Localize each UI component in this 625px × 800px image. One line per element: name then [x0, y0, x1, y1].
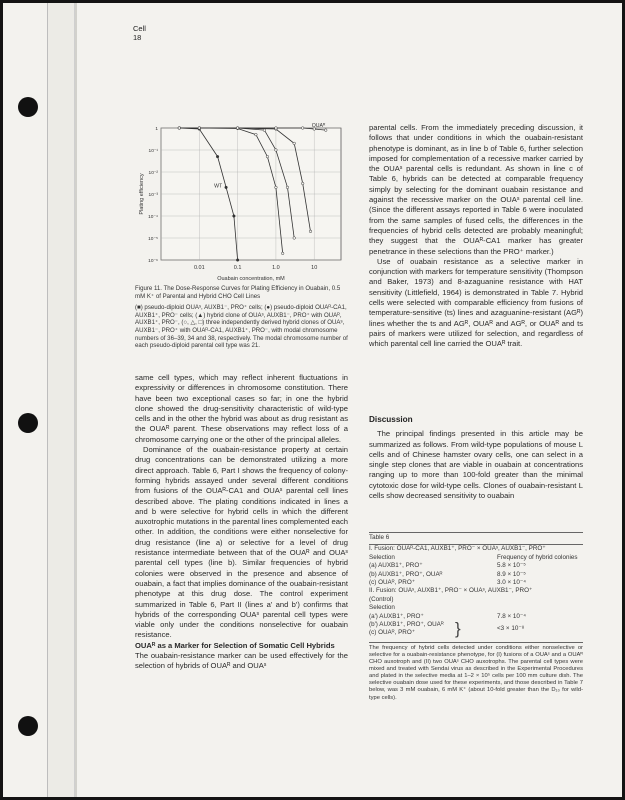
- x-tick-label: 10: [311, 265, 318, 271]
- y-tick-label: 10⁻⁶: [148, 259, 158, 264]
- table-part-2-heading: II. Fusion: OUAˢ, AUXB1⁺, PRO⁻ × OUAˢ, AUXB1⁻, PRO⁺: [369, 587, 533, 595]
- page-binding-line: [75, 3, 77, 797]
- y-tick-label: 10⁻¹: [148, 149, 158, 154]
- table-cell: <3 × 10⁻⁸: [497, 625, 525, 633]
- paragraph: Use of ouabain resistance as a selective marker in conjunction with markers for temperature sensitivity (Thompson and Baker, 1973) and 8-azaguanine resistance with HAT sensitivity (Littlefield, 1964) is demonstrated in Table 7. Hybrid cells were selected with comparable efficiency from fusions of temperature-sensitive (ts) lines and azaguanine-resistant (AGᴿ) lines whether the ts and AGᴿ, OUAᴿ and AGᴿ, or OUAᴿ and ts pairs of markers were utilized for selection, and regardless of which parental cell line carried the OUAᴿ trait.: [369, 256, 583, 349]
- page-number: 18: [133, 33, 142, 42]
- table-6: [369, 532, 583, 702]
- paragraph: same cell types, which may reflect inherent fluctuations in expressivity or differences in chromosome constitution. There have been two exceptional cases so far; in one the hybrid clone showed the drug-sensitivity characteristic of wild-type cells and in the other the hybrid was about as drug resistant as the OUAᴿ parent. These observations may reflect loss of a chromosome carrying one or the other of the principal alleles.: [135, 373, 348, 444]
- data-point: [286, 186, 289, 189]
- data-point: [275, 149, 278, 152]
- data-point: [324, 129, 327, 132]
- table-title: Table 6: [369, 533, 583, 545]
- data-point: [281, 252, 284, 255]
- y-tick-label: 10⁻⁵: [148, 237, 158, 242]
- journal-name: Cell: [133, 24, 146, 33]
- page-binding-edge: [47, 3, 75, 797]
- table-cell: 3.0 × 10⁻⁴: [497, 579, 526, 587]
- table-control-label: (Control): [369, 595, 394, 603]
- x-tick-label: 0.01: [193, 265, 205, 271]
- column-header: Selection: [369, 553, 395, 561]
- data-point: [236, 259, 239, 262]
- data-point: [236, 127, 239, 130]
- left-column-text: [135, 373, 348, 672]
- table-brace-group: [369, 621, 583, 638]
- data-point: [309, 230, 312, 233]
- table-row: [369, 579, 583, 587]
- table-row: [369, 629, 583, 637]
- data-point: [301, 127, 304, 130]
- y-axis-label: Plating efficiency: [139, 173, 145, 215]
- right-column-text: [369, 123, 583, 350]
- running-header: [133, 24, 146, 42]
- column-header: Frequency of hybrid colonies: [497, 553, 578, 561]
- data-point: [275, 127, 278, 130]
- section-heading: Discussion: [369, 415, 413, 424]
- x-tick-label: 1.0: [272, 265, 280, 271]
- data-point: [293, 142, 296, 145]
- data-point: [266, 155, 269, 158]
- paragraph: parental cells. From the immediately preceding discussion, it follows that under conditions in which the ouabain-resistant phenotype is dominant, as in line b of Table 6, further selection imposed for complementation of a recessive marker carried by the OUAˢ parental cells is redundant. As shown in line c of Table 6, hybrids can be detected at comparable frequency simply by selecting for the dominant ouabain resistance and against the recessive marker on the OUAˢ parental cell line. (Since the different assays reported in Table 6 were inoculated from the same samples of fused cells, the differences in the frequencies of hybrid cells detected are probably meaningful; they suggest that the OUAᴿ-CA1 marker has greater penetrance in these selections than the PRO⁺ marker.): [369, 123, 583, 256]
- table-part-1-heading: I. Fusion: OUAᴿ-CA1, AUXB1⁺, PRO⁻ × OUAˢ, AUXB1⁻, PRO⁺: [369, 545, 546, 553]
- table-row: [369, 621, 583, 629]
- punch-hole: [18, 97, 38, 117]
- y-tick-label: 10⁻⁴: [148, 215, 158, 220]
- table-header-row: [369, 554, 583, 562]
- data-point: [263, 129, 266, 132]
- x-axis-label: Ouabain concentration, mM: [217, 276, 285, 282]
- paragraph: The ouabain-resistance marker can be used effectively for the selection of hybrids of OUAᴿ and OUAˢ: [135, 651, 348, 671]
- table-cell: 7.8 × 10⁻⁴: [497, 612, 526, 620]
- punch-hole: [18, 413, 38, 433]
- table-row: [369, 613, 583, 621]
- table-selection-label: Selection: [369, 604, 395, 612]
- y-tick-label: 10⁻³: [148, 193, 158, 198]
- series-label: WT: [214, 183, 223, 190]
- table-row: [369, 562, 583, 570]
- data-point: [233, 215, 236, 218]
- dose-response-chart: [133, 120, 351, 286]
- data-point: [293, 237, 296, 240]
- brace-glyph: }: [455, 619, 461, 639]
- chart-grid: [161, 128, 341, 260]
- punch-hole: [18, 716, 38, 736]
- data-point: [301, 182, 304, 185]
- data-point: [216, 155, 219, 158]
- data-point: [225, 186, 228, 189]
- section-subheading: OUAᴿ as a Marker for Selection of Somatic Cell Hybrids: [135, 640, 335, 650]
- table-cell: 8.9 × 10⁻⁵: [497, 570, 526, 578]
- x-tick-label: 0.1: [233, 265, 242, 271]
- table-cell: (a') AUXB1⁺, PRO⁺: [369, 612, 424, 620]
- data-point: [178, 127, 181, 130]
- table-cell: (c) OUAᴿ, PRO⁺: [369, 579, 416, 587]
- data-point: [255, 133, 258, 136]
- caption-body: (■) pseudo-diploid OUAˢ, AUXB1⁻, PRO⁺ cells; (●) pseudo-diploid OUAᴿ-CA1, AUXB1⁺, PRO⁻ cells; (▲) hybrid clone of OUAˢ, AUXB1⁻, PRO⁺ with OUAᴿ, AUXB1⁺, PRO⁻, (○, △, □) three independently derived hybrid clones of OUAˢ, AUXB1⁻, PRO⁺ with OUAᴿ-CA1, AUXB1⁺, PRO⁻, with modal chromosome numbers of 36–39, 34 and 38, respectively. The modal chromosome number of each pseudo-diploid parental cell type was 21.: [135, 304, 348, 350]
- table-cell: (c) OUAᴿ, PRO⁺: [369, 629, 416, 637]
- table-cell: (b) AUXB1⁺, PRO⁺, OUAᴿ: [369, 570, 443, 578]
- series-label: OUAᴿ: [311, 123, 326, 130]
- table-footnote: The frequency of hybrid cells detected under conditions either nonselective or selective for a ouabain-resistance phenotype, for (I) fusions of a OUAˢ and a OUAᴿ CHO auxotroph and (II) two OUAˢ CHO auxotrophs. The parental cell types were mixed and treated with Sendai virus as described in the Experimental Procedures and plated in the selective media at 1–2 × 10⁵ cells per 100 mm culture dish. The selective ouabain dose used for these experiments, and those described in Table 7 below, was 3 mM ouabain, 6 mM K⁺ (about 10-fold greater than the D₁₀ for wild-type cells).: [369, 642, 583, 702]
- y-tick-label: 1: [155, 127, 158, 132]
- data-point: [198, 127, 201, 130]
- table-cell: 5.8 × 10⁻⁵: [497, 562, 526, 570]
- caption-title: Figure 11. The Dose-Response Curves for Plating Efficiency in Ouabain, 0.5 mM K⁺ of Parental and Hybrid CHO Cell Lines: [135, 285, 341, 300]
- table-cell: (a) AUXB1⁺, PRO⁺: [369, 562, 423, 570]
- table-row: [369, 571, 583, 579]
- paragraph: The principal findings presented in this article may be summarized as follows. From wild-type populations of mouse L cells and of Chinese hamster ovary cells, one can select in a single step clones that are viable in ouabain at concentrations ranging up to more than 100-fold greater than the minimal cytotoxic dose for wild-type cells. Clones of ouabain-resistant L cells show decreased sensitivity to ouabain: [369, 429, 583, 501]
- y-tick-label: 10⁻²: [148, 171, 158, 176]
- table-cell: (b') AUXB1⁺, PRO⁺, OUAᴿ: [369, 621, 444, 629]
- figure-caption: [135, 285, 348, 350]
- discussion-section: [369, 409, 583, 501]
- data-point: [275, 186, 278, 189]
- paragraph: Dominance of the ouabain-resistance property at certain drug concentrations can be demonstrated utilizing a more direct approach. Table 6, Part I shows the frequency of colony-forming hybrids assayed under several different conditions from fusions of the OUAᴿ-CA1 and OUAˢ parental cell lines described above. The plating conditions indicated in lines a and b were selective for hybrid cells in which the different auxotrophic mutations in the parental lines complemented each other. In addition, the conditions were either nonselective for drug resistance (line a) or selective for a level of drug resistance intermediate between that of the OUAᴿ and OUAˢ parental cell types (line b). Similar frequencies of hybrid colonies were observed in the presence and absence of ouabain, a fact that implies dominance of the ouabain-resistant phenotype at this drug dose. The control experiment summarized in Table 6, Part II (lines a' and b') confirms that hybrids of the corresponding OUAˢ parental cell types were viable only under the conditions nonselective for ouabain resistance.: [135, 445, 348, 640]
